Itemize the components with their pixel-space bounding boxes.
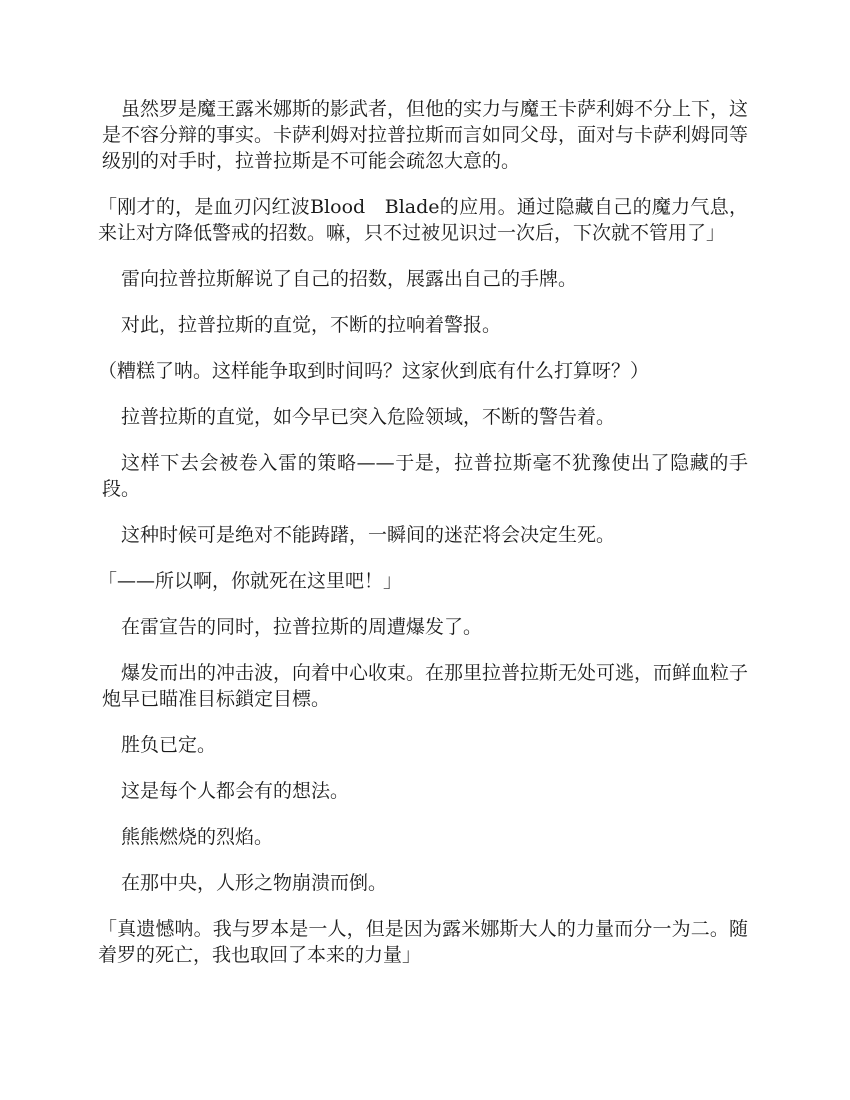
paragraph: 胜负已定。 [121, 734, 217, 756]
thought-paragraph: （糟糕了呐。这样能争取到时间吗？这家伙到底有什么打算呀？） [98, 360, 650, 382]
paragraph: 虽然罗是魔王露米娜斯的影武者，但他的实力与魔王卡萨利姆不分上下，这是不容分辩的事实。卡萨利姆对拉普拉斯而言如同父母，面对与卡萨利姆同等级别的对手时，拉普拉斯是不可能会疏忽大意的。 [102, 98, 749, 172]
paragraph: 在那中央，人形之物崩溃而倒。 [121, 872, 388, 894]
dialogue-paragraph: 「真遗憾呐。我与罗本是一人，但是因为露米娜斯大人的力量而分一为二。随着罗的死亡，我也取回了本来的力量」 [98, 918, 748, 966]
document-page [98, 96, 749, 988]
paragraph: 爆发而出的冲击波，向着中心收束。在那里拉普拉斯无处可逃，而鲜血粒子炮早已瞄准目标鎖定目標。 [102, 662, 749, 710]
paragraph: 这种时候可是绝对不能踌躇，一瞬间的迷茫将会决定生死。 [121, 524, 616, 546]
paragraph: 熊熊燃烧的烈焰。 [121, 826, 274, 848]
dialogue-paragraph: 「刚才的，是血刃闪红波Blood Blade的应用。通过隐藏自己的魔力气息，来让对方降低警戒的招数。嘛，只不过被见识过一次后，下次就不管用了」 [98, 196, 748, 244]
paragraph: 雷向拉普拉斯解说了自己的招数，展露出自己的手牌。 [121, 268, 578, 290]
paragraph: 对此，拉普拉斯的直觉，不断的拉响着警报。 [121, 314, 502, 336]
paragraph: 在雷宣告的同时，拉普拉斯的周遭爆发了。 [121, 616, 483, 638]
paragraph: 这是每个人都会有的想法。 [121, 780, 350, 802]
paragraph: 拉普拉斯的直觉，如今早已突入危险领域，不断的警告着。 [121, 406, 616, 428]
dialogue-paragraph: 「——所以啊，你就死在这里吧！」 [98, 570, 403, 592]
paragraph: 这样下去会被卷入雷的策略——于是，拉普拉斯毫不犹豫使出了隐藏的手段。 [102, 452, 748, 500]
